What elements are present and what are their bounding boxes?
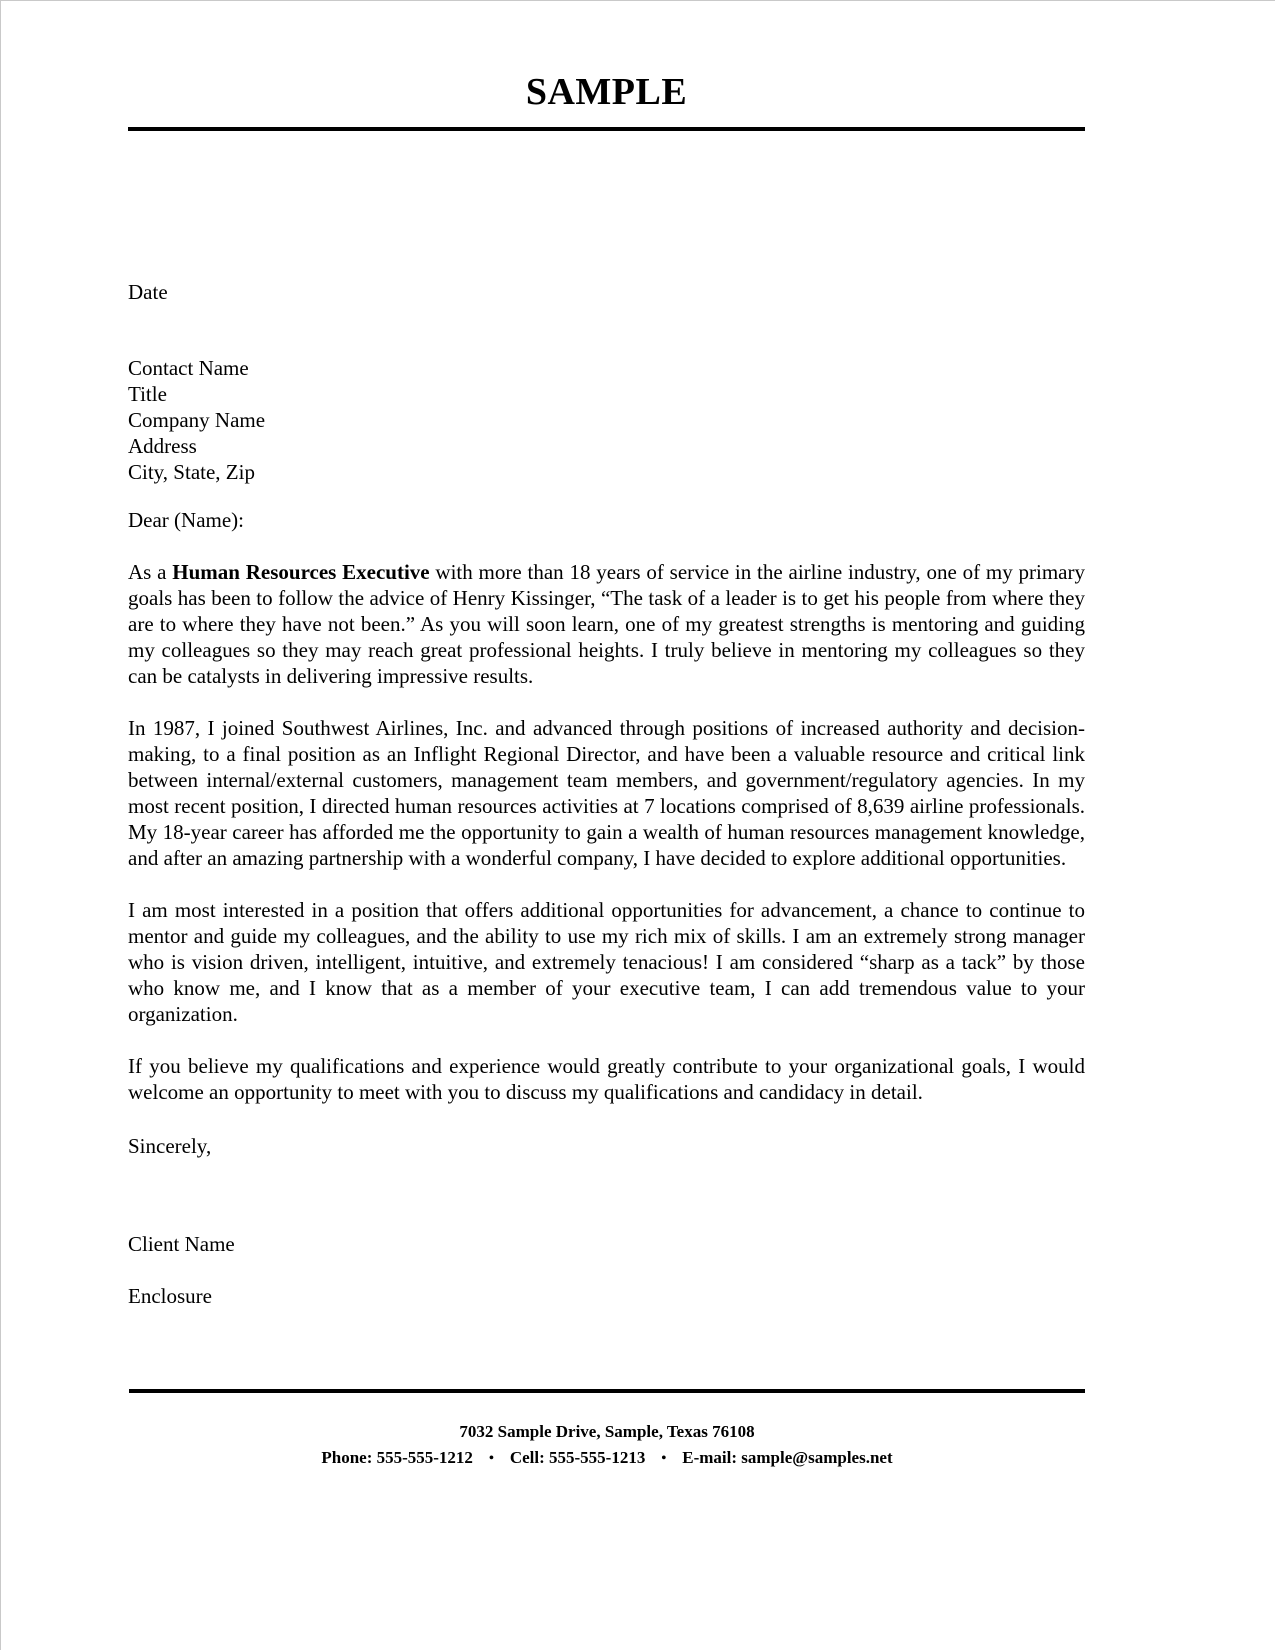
recipient-block — [128, 355, 1085, 485]
salutation: Dear (Name): — [128, 507, 245, 532]
recipient-city-state-zip: City, State, Zip — [128, 459, 255, 484]
footer-phone: Phone: 555-555-1212 — [321, 1448, 473, 1467]
recipient-title: Title — [128, 381, 167, 406]
paragraph-1 — [128, 559, 1085, 689]
footer-contact-line — [129, 1445, 1085, 1472]
paragraph-4: If you believe my qualifications and experience would greatly contribute to your organizational goals, I would welcome an opportunity to meet with you to discuss my qualifications and candidacy in detail. — [128, 1053, 1085, 1104]
paragraph-3: I am most interested in a position that offers additional opportunities for advancement, a chance to continue to mentor and guide my colleagues, and the ability to use my rich mix of skills. I am an extremely strong manager who is vision driven, intelligent, intuitive, and extremely tenacious! I am considered “sharp as a tack” by those who know me, and I know that as a member of your executive team, I can add tremendous value to your organization. — [128, 897, 1085, 1026]
paragraph-2: In 1987, I joined Southwest Airlines, Inc. and advanced through positions of increased authority and decision-making, to a final position as an Inflight Regional Director, and have been a valuable resource and critical link between internal/external customers, management team members, and government/regulatory agencies. In my most recent position, I directed human resources activities at 7 locations comprised of 8,639 airline professionals. My 18-year career has afforded me the opportunity to gain a wealth of human resources management knowledge, and after an amazing partnership with a wonderful company, I have decided to explore additional opportunities. — [128, 715, 1085, 870]
enclosure-label: Enclosure — [128, 1283, 212, 1308]
header-rule — [128, 127, 1085, 131]
footer-address: 7032 Sample Drive, Sample, Texas 76108 — [459, 1422, 755, 1441]
recipient-company-name: Company Name — [128, 407, 266, 432]
recipient-contact-name: Contact Name — [128, 355, 249, 380]
date-line: Date — [128, 279, 168, 304]
bullet-separator-icon: • — [661, 1451, 667, 1466]
paragraph-1-rest: with more than 18 years of service in the airline industry, one of my primary goals has been to follow the advice of Henry Kissinger, “The task of a leader is to get his people from where they are to where they have not been.” As you will soon learn, one of my greatest strengths is mentoring and guiding my colleagues so they may reach great professional heights. I truly believe in mentoring my colleagues so they can be catalysts in delivering impressive results. — [128, 559, 1085, 688]
letter-body — [128, 279, 1085, 1309]
signature-name: Client Name — [128, 1231, 235, 1256]
letter-header — [128, 71, 1085, 131]
paragraph-1-bold-phrase: Human Resources Executive — [172, 559, 430, 584]
footer-rule — [129, 1389, 1085, 1393]
recipient-address: Address — [128, 433, 197, 458]
footer-cell: Cell: 555-555-1213 — [509, 1448, 646, 1467]
page-title: SAMPLE — [525, 71, 688, 113]
letter-footer — [129, 1389, 1085, 1472]
paragraph-1-prefix: As a — [128, 559, 173, 584]
footer-email: E-mail: sample@samples.net — [682, 1448, 893, 1467]
closing: Sincerely, — [128, 1133, 212, 1158]
bullet-separator-icon: • — [488, 1451, 494, 1466]
